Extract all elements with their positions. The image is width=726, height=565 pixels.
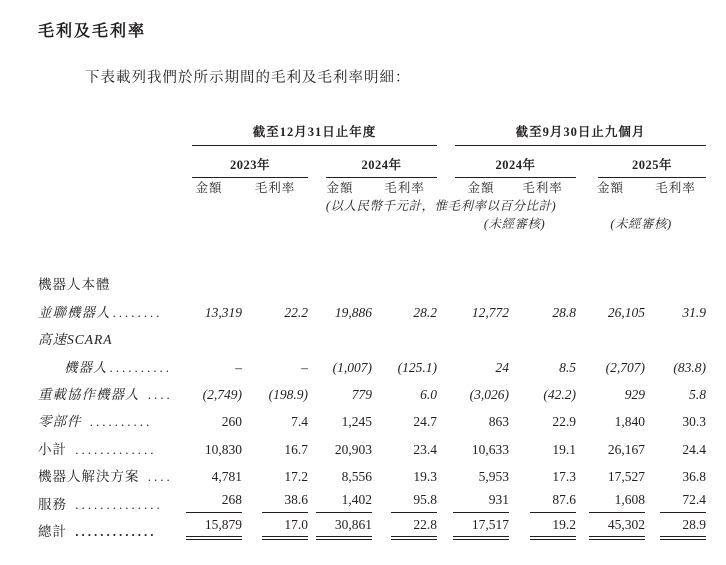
cell-value: 17,517	[453, 517, 509, 540]
row-label-text: 小計	[38, 441, 67, 457]
row-label-text: 機器人	[64, 359, 108, 375]
year-cell	[308, 146, 437, 178]
measure-header-margin: 毛利率	[655, 181, 696, 195]
row-label	[38, 266, 176, 293]
row-label-text: 機器人解決方案	[38, 469, 140, 485]
table-header	[38, 116, 706, 266]
row-label	[38, 376, 176, 403]
table-row	[38, 485, 706, 512]
group-gap-cell	[437, 178, 453, 196]
amount-cell: (2,749)	[202, 386, 242, 402]
group-gap-cell	[437, 458, 453, 485]
unit-note-row	[38, 196, 706, 214]
margin-cell	[645, 513, 706, 540]
margin-cell: 31.9	[682, 304, 706, 320]
margin-cell: 28.2	[413, 304, 437, 320]
row-label	[38, 430, 176, 457]
margin-cell: (198.9)	[268, 386, 308, 402]
year-cell	[576, 146, 706, 178]
margin-cell	[509, 513, 576, 540]
amount-cell: 12,772	[471, 304, 509, 320]
row-label	[38, 458, 176, 485]
period-group-label-2: 截至9月30日止九個月	[455, 116, 706, 146]
cell-value: 87.6	[530, 492, 576, 513]
margin-cell: (83.8)	[673, 359, 706, 375]
unaudited-note-2: (未經審核)	[610, 217, 672, 231]
table-row	[38, 321, 706, 348]
margin-cell	[372, 266, 437, 293]
row-label-text: 重載協作機器人	[38, 386, 140, 402]
table-body	[38, 266, 706, 540]
unaudited-note-1: (未經審核)	[483, 217, 546, 231]
dot-leader: ....	[141, 469, 173, 485]
amount-cell	[176, 513, 242, 540]
margin-cell: 24.7	[413, 414, 437, 430]
row-label	[38, 485, 176, 512]
cell-value: 1,402	[316, 492, 372, 513]
cell-value: 22.8	[391, 517, 437, 540]
cell-value: 30,861	[316, 517, 372, 540]
amount-cell: (2,707)	[605, 359, 645, 375]
cell-value: 19.2	[530, 517, 576, 540]
amount-cell	[453, 513, 509, 540]
margin-cell: 36.8	[682, 469, 706, 485]
cell-value: 28.9	[660, 517, 706, 540]
group-gap-cell	[437, 321, 453, 348]
margin-cell	[242, 266, 308, 293]
amount-cell: –	[235, 359, 242, 375]
amount-cell	[308, 485, 372, 512]
row-label-text: 並聯機器人	[38, 304, 111, 320]
margin-cell: (125.1)	[397, 359, 437, 375]
group-gap-cell	[437, 513, 453, 540]
period-group-label-1: 截至12月31日止年度	[192, 116, 437, 146]
margin-cell: 5.8	[689, 386, 706, 402]
margin-cell	[645, 321, 706, 348]
amount-cell: 260	[221, 414, 242, 430]
amount-cell	[308, 513, 372, 540]
margin-cell: 16.7	[284, 441, 308, 457]
dot-leader: ........	[112, 304, 163, 320]
amount-cell: 4,781	[211, 469, 242, 485]
amount-cell	[176, 321, 242, 348]
amount-cell: 8,556	[341, 469, 372, 485]
table-row	[38, 403, 706, 430]
amount-cell	[176, 266, 242, 293]
margin-cell: 19.1	[552, 441, 576, 457]
table-row	[38, 293, 706, 320]
amount-cell	[453, 321, 509, 348]
amount-cell: 26,105	[607, 304, 645, 320]
amount-cell: 1,245	[341, 414, 372, 430]
margin-cell: 8.5	[559, 359, 576, 375]
margin-cell	[372, 321, 437, 348]
cell-value: 17.0	[262, 517, 308, 540]
margin-cell: 22.2	[284, 304, 308, 320]
table-row	[38, 348, 706, 375]
margin-cell: –	[301, 359, 308, 375]
year-label-2024-9m: 2024年	[455, 146, 576, 178]
gross-profit-table	[38, 116, 706, 540]
measure-header-margin: 毛利率	[522, 181, 563, 195]
dot-leader: ....	[141, 386, 173, 402]
measure-header-amount: 金額	[195, 181, 223, 195]
group-gap-cell	[437, 485, 453, 512]
table-row	[38, 513, 706, 540]
cell-value: 931	[453, 492, 509, 513]
cell-value: 1,608	[589, 492, 645, 513]
amount-cell: 1,840	[614, 414, 645, 430]
dot-leader: ..............	[69, 496, 163, 512]
margin-cell: 17.2	[284, 469, 308, 485]
margin-cell: 28.8	[552, 304, 576, 320]
year-label-2023: 2023年	[192, 146, 308, 178]
period-group-cell	[176, 116, 437, 146]
empty-header-cell	[38, 116, 176, 146]
measure-header-amount: 金額	[596, 181, 624, 195]
amount-cell: 26,167	[607, 441, 645, 457]
amount-cell	[453, 266, 509, 293]
amount-cell: 19,886	[334, 304, 372, 320]
row-label-text: 機器人本體	[38, 277, 111, 293]
cell-value: 95.8	[391, 492, 437, 513]
group-gap-cell	[437, 116, 453, 146]
unaudited-note-row	[38, 214, 706, 232]
cell-value: 38.6	[262, 492, 308, 513]
group-gap-cell	[437, 403, 453, 430]
cell-value: 45,302	[589, 517, 645, 540]
amount-cell: 20,903	[334, 441, 372, 457]
margin-cell: 24.4	[682, 441, 706, 457]
measure-header-amount: 金額	[467, 181, 495, 195]
margin-cell	[645, 266, 706, 293]
year-label-2025-9m: 2025年	[598, 146, 706, 178]
group-gap-cell	[437, 293, 453, 320]
margin-cell	[242, 485, 308, 512]
empty-header-cell	[38, 196, 176, 214]
row-label-text: 總計	[38, 523, 67, 539]
amount-cell: (1,007)	[332, 359, 372, 375]
margin-cell: 19.3	[413, 469, 437, 485]
amount-cell	[308, 321, 372, 348]
margin-cell	[242, 321, 308, 348]
row-label-text: 高速SCARA	[38, 332, 113, 348]
margin-cell	[645, 485, 706, 512]
amount-cell	[576, 321, 645, 348]
margin-cell	[509, 485, 576, 512]
margin-cell	[372, 513, 437, 540]
margin-cell	[372, 485, 437, 512]
amount-cell: 779	[351, 386, 372, 402]
margin-cell: 23.4	[413, 441, 437, 457]
unit-note: (以人民幣千元計，惟毛利率以百分比計)	[325, 199, 557, 213]
row-label	[38, 293, 176, 320]
amount-cell: 10,830	[204, 441, 242, 457]
amount-cell	[453, 485, 509, 512]
cell-value: 72.4	[660, 492, 706, 513]
cell-value: 268	[186, 492, 242, 513]
dot-leader: .............	[69, 441, 157, 457]
amount-cell	[576, 266, 645, 293]
year-row	[38, 146, 706, 178]
table-row	[38, 376, 706, 403]
cell-value: 15,879	[186, 517, 242, 540]
measure-header-amount: 金額	[326, 181, 354, 195]
year-cell	[176, 146, 308, 178]
measure-header-margin: 毛利率	[384, 181, 425, 195]
amount-cell: 5,953	[478, 469, 509, 485]
margin-cell	[509, 266, 576, 293]
empty-header-cell	[38, 178, 176, 196]
margin-cell	[509, 321, 576, 348]
year-cell	[453, 146, 576, 178]
measure-header-margin: 毛利率	[254, 181, 296, 195]
margin-cell: 30.3	[682, 414, 706, 430]
period-group-row	[38, 116, 706, 146]
dot-leader: ..........	[109, 359, 172, 375]
group-gap-cell	[437, 146, 453, 178]
margin-cell: 22.9	[552, 414, 576, 430]
year-label-2024: 2024年	[326, 146, 437, 178]
table-row	[38, 458, 706, 485]
amount-cell: 13,319	[204, 304, 242, 320]
group-gap-cell	[437, 266, 453, 293]
amount-cell	[308, 266, 372, 293]
amount-cell	[576, 513, 645, 540]
row-label	[38, 348, 176, 375]
header-spacer-row	[38, 232, 706, 266]
dot-leader: ..........	[83, 414, 153, 430]
margin-cell: (42.2)	[543, 386, 576, 402]
group-gap-cell	[437, 348, 453, 375]
margin-cell: 6.0	[420, 386, 437, 402]
amount-cell: 17,527	[607, 469, 645, 485]
group-gap-cell	[437, 376, 453, 403]
amount-cell: 10,633	[471, 441, 509, 457]
amount-cell	[576, 485, 645, 512]
page-title: 毛利及毛利率	[38, 23, 147, 40]
row-label-text: 零部件	[38, 414, 82, 430]
group-gap-cell	[437, 430, 453, 457]
table-row	[38, 430, 706, 457]
row-label-text: 服務	[38, 496, 67, 512]
amount-cell: 24	[495, 359, 509, 375]
dot-leader: .............	[69, 523, 157, 539]
amount-cell	[176, 485, 242, 512]
row-label	[38, 403, 176, 430]
row-label	[38, 513, 176, 540]
row-label	[38, 321, 176, 348]
period-group-cell	[453, 116, 706, 146]
empty-header-cell	[38, 146, 176, 178]
margin-cell: 7.4	[291, 414, 308, 430]
table-row	[38, 266, 706, 293]
amount-cell: 929	[624, 386, 645, 402]
empty-header-cell	[38, 214, 453, 232]
margin-cell: 17.3	[552, 469, 576, 485]
margin-cell	[242, 513, 308, 540]
amount-cell: (3,026)	[469, 386, 509, 402]
amount-cell: 863	[488, 414, 509, 430]
measure-header-row	[38, 178, 706, 196]
intro-paragraph: 下表載列我們於所示期間的毛利及毛利率明細：	[85, 70, 411, 86]
